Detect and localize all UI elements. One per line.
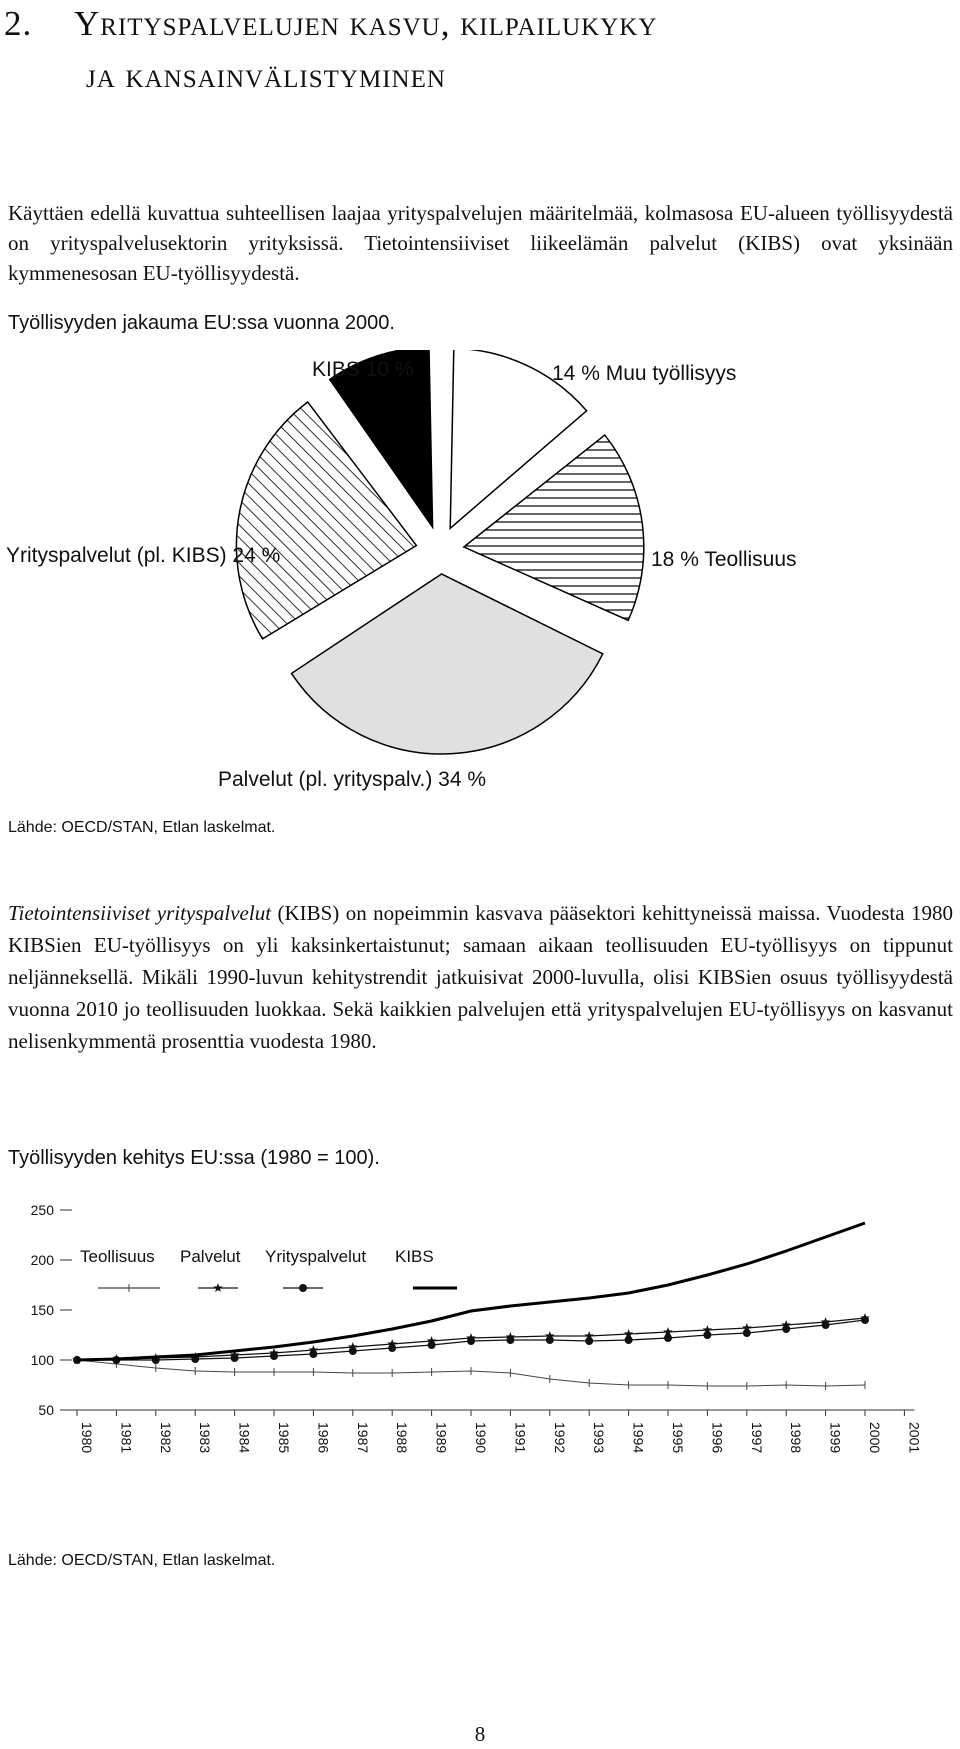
x-tick-label: 1989 [433,1422,450,1454]
x-tick-label: 1999 [827,1422,844,1454]
x-tick-label: 1998 [788,1422,805,1454]
x-tick-label: 1983 [197,1422,214,1454]
data-point-yrityspalvelut [428,1341,436,1349]
body-emphasis: Tietointensiiviset yrityspalvelut [8,901,272,925]
x-tick-label: 1996 [709,1422,726,1454]
line-chart-caption: Työllisyyden kehitys EU:ssa (1980 = 100). [8,1147,380,1169]
x-tick-label: 1985 [276,1422,292,1454]
data-point-yrityspalvelut [270,1352,278,1360]
legend-label-palvelut: Palvelut [180,1247,241,1266]
legend-label-kibs: KIBS [395,1247,434,1266]
line-chart [0,1190,960,1550]
heading-line-1: Yrityspalvelujen kasvu, kilpailukyky [74,4,658,43]
data-point-yrityspalvelut [349,1347,357,1355]
x-tick-label: 1991 [512,1422,529,1454]
x-tick-label: 1990 [473,1422,489,1454]
data-point-yrityspalvelut [822,1321,830,1329]
y-tick-label: 250 [30,1202,54,1218]
data-point-yrityspalvelut [467,1337,475,1345]
x-tick-label: 1992 [551,1422,568,1454]
x-tick-label: 1997 [748,1422,765,1454]
legend-label-teollisuus: Teollisuus [80,1247,155,1266]
data-point-yrityspalvelut [743,1329,751,1337]
heading-line-2: ja kansainvälistyminen [86,56,446,95]
line-chart-source: Lähde: OECD/STAN, Etlan laskelmat. [8,1552,276,1569]
section-number: 2. [4,4,33,43]
data-point-yrityspalvelut [782,1325,790,1333]
data-point-yrityspalvelut [664,1334,672,1342]
pie-label-yrityspalvelut: Yrityspalvelut (pl. KIBS) 24 % [6,544,281,567]
data-point-yrityspalvelut [388,1344,396,1352]
data-point-yrityspalvelut [506,1336,514,1344]
y-tick-label: 150 [30,1302,54,1318]
y-tick-label: 200 [30,1252,54,1268]
x-tick-label: 1986 [315,1422,332,1454]
y-tick-label: 50 [38,1402,54,1418]
pie-label-muu: 14 % Muu työllisyys [552,362,737,385]
pie-label-teollisuus: 18 % Teollisuus [651,548,797,571]
page-number: 8 [474,1722,486,1746]
data-point-yrityspalvelut [861,1316,869,1324]
intro-paragraph: Käyttäen edellä kuvattua suhteellisen laajaa yrityspalvelujen määritelmää, kolmasosa EU-alueen työllisyydestä on yrityspalvelusektorin yrityksissä. Tietointensiiviset liikeelämän palvelut (KIBS) ovat yksinään kymmenesosan EU-työllisyydestä. [8,201,953,285]
body-paragraph [8,897,953,1057]
data-point-yrityspalvelut [703,1331,711,1339]
x-tick-label: 2000 [867,1422,883,1454]
y-tick-label: 100 [30,1352,54,1368]
body-text: (KIBS) on nopeimmin kasvava pääsektori kehittyneissä maissa. Vuodesta 1980 KIBSien EU-työllisyys on yli kaksinkertaistunut; samaan aikaan teollisuuden EU-työllisyys on tippunut neljänneksellä. Mikäli 1990-luvun kehitystrendit jatkuisivat 2000-luvulla, olisi KIBSien osuus työllisyydestä vuonna 2010 jo teollisuuden luokkaa. Sekä kaikkien palvelujen että yrityspalvelujen EU-työllisyys on kasvanut nelisenkymmentä prosenttia vuodesta 1980. [8,901,953,1053]
pie-chart-caption: Työllisyyden jakauma EU:ssa vuonna 2000. [8,312,395,334]
data-point-yrityspalvelut [309,1350,317,1358]
x-tick-label: 1984 [236,1422,253,1454]
x-tick-label: 1987 [354,1422,371,1454]
x-tick-label: 1981 [118,1422,135,1454]
pie-label-palvelut: Palvelut (pl. yrityspalv.) 34 % [218,768,487,791]
x-tick-label: 1995 [670,1422,686,1454]
data-point-yrityspalvelut [546,1336,554,1344]
legend-marker-palvelut [213,1283,223,1292]
data-point-yrityspalvelut [231,1354,239,1362]
x-tick-label: 1988 [394,1422,411,1454]
legend-marker-yrityspalvelut [299,1284,307,1292]
pie-label-kibs: KIBS 10 % [312,358,414,381]
x-tick-label: 1994 [630,1422,647,1454]
data-point-yrityspalvelut [585,1337,593,1345]
x-tick-label: 1980 [79,1422,95,1454]
x-tick-label: 1982 [157,1422,174,1454]
legend-label-yrityspalvelut: Yrityspalvelut [265,1247,367,1266]
x-tick-label: 2001 [906,1422,923,1454]
pie-chart-source: Lähde: OECD/STAN, Etlan laskelmat. [8,819,276,836]
data-point-yrityspalvelut [625,1336,633,1344]
x-tick-label: 1993 [591,1422,608,1454]
pie-slice-palvelut-pl-yrityspalv [291,574,602,754]
